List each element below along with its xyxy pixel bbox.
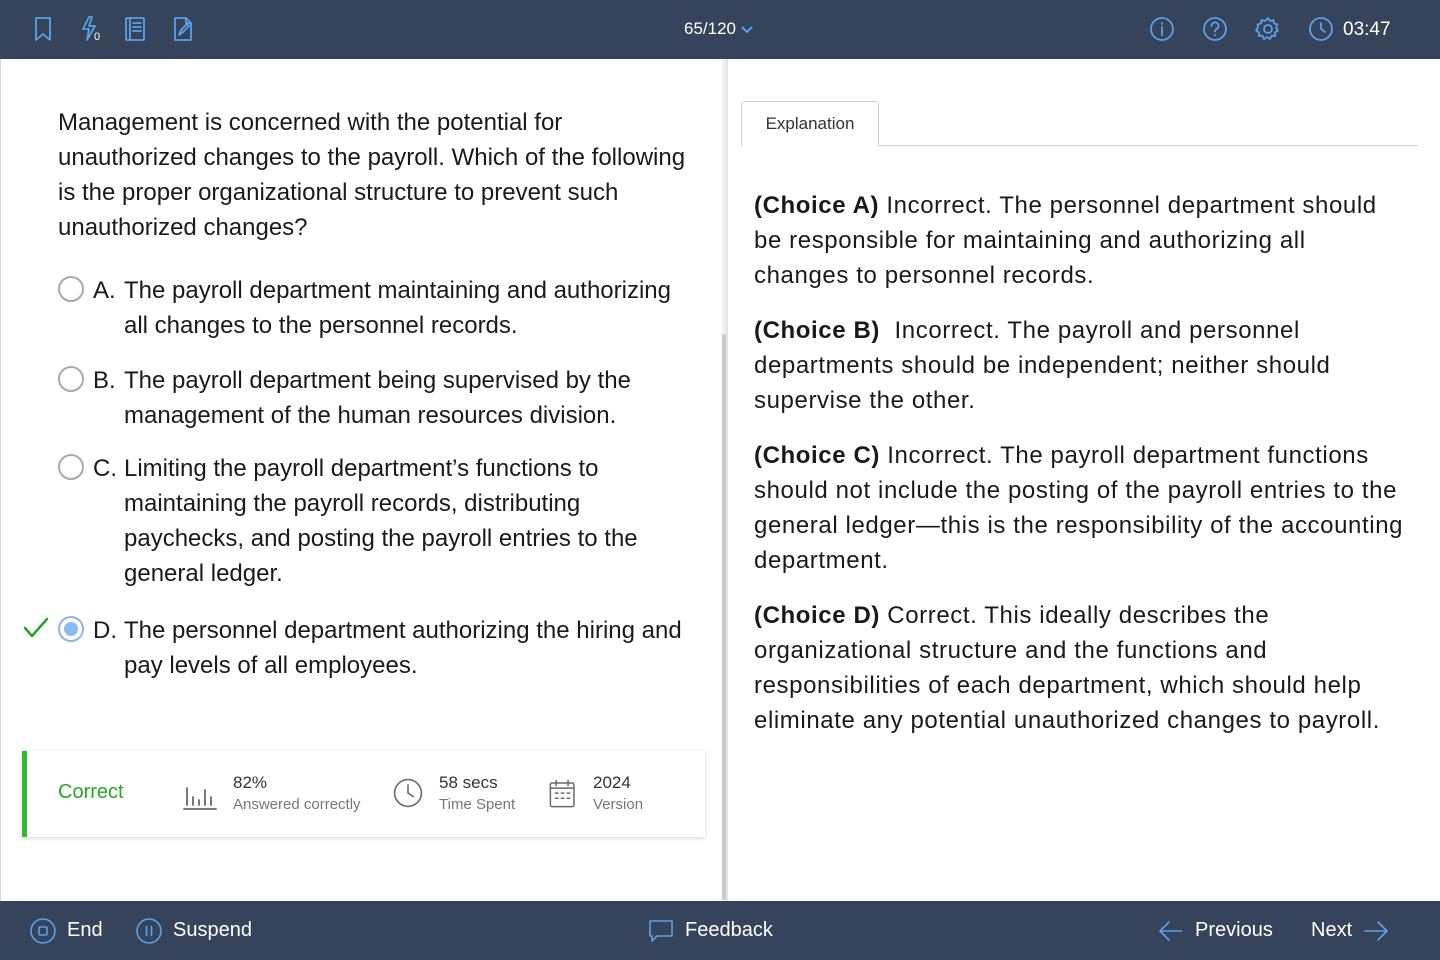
choice-a[interactable] [58,273,698,343]
notes-icon[interactable] [167,13,199,45]
explanation-choice-b [754,313,1404,418]
notebook-icon[interactable] [119,13,151,45]
choice-d[interactable] [58,613,698,683]
percent-stat [181,773,361,817]
explanation-choice-a [754,188,1404,293]
time-stat [391,773,515,817]
choice-text: The payroll department maintaining and authorizing all changes to the personnel records. [124,277,671,339]
radio-button[interactable] [58,454,84,480]
radio-button[interactable] [58,366,84,392]
clock-icon [1305,13,1337,45]
correct-check-icon [22,616,50,640]
calendar-icon [547,776,579,812]
clock-icon [391,776,425,810]
previous-button[interactable] [1157,901,1273,960]
explanation-content [754,188,1404,758]
flashcard-icon[interactable] [74,13,106,45]
explanation-text: Correct. This ideally describes the organizational structure and the functions and responsibilities of each department, which should help eliminate any potential unauthorized changes to payroll. [754,602,1380,734]
question-counter-label: 65/120 [684,19,736,38]
previous-label: Previous [1195,919,1273,941]
stop-icon [29,917,57,945]
explanation-label: (Choice D) [754,602,880,629]
choice-text: Limiting the payroll department’s functions to maintaining the payroll records, distributing paychecks, and posting the payroll entries to the general ledger. [124,455,638,587]
suspend-label: Suspend [173,919,252,941]
explanation-text: Incorrect. The payroll and personnel departments should be independent; neither should supervise the other. [754,317,1338,414]
choice-b[interactable] [58,363,698,433]
flashcard-count: 0 [94,31,101,43]
tab-explanation[interactable]: Explanation [741,101,879,146]
suspend-button[interactable] [135,901,252,960]
chevron-down-icon [740,22,754,36]
radio-button-selected[interactable] [58,616,84,642]
choice-letter: D. [93,617,117,644]
timer: 03:47 [1343,19,1391,40]
bottom-toolbar [0,901,1440,960]
explanation-choice-c [754,438,1404,578]
next-label: Next [1311,919,1353,941]
explanation-label: (Choice B) [754,317,880,344]
choice-letter: B. [93,367,116,394]
info-icon[interactable] [1146,13,1178,45]
version-value: 2024 [593,773,631,792]
panel-divider[interactable] [726,59,728,901]
end-label: End [67,919,103,941]
next-button[interactable] [1311,901,1390,960]
choice-letter: A. [93,277,116,304]
explanation-text: Incorrect. The payroll department functions should not include the posting of the payroll entries to the general ledger—this is the responsibility of the accounting department. [754,442,1404,574]
result-status: Correct [58,781,124,803]
explanation-choice-d [754,598,1404,738]
end-button[interactable] [29,901,103,960]
feedback-label: Feedback [685,919,773,941]
arrow-right-icon [1362,917,1390,945]
choice-text: The payroll department being supervised by the management of the human resources division. [124,367,631,429]
gear-icon[interactable] [1252,13,1284,45]
chat-bubble-icon [647,917,675,945]
radio-button[interactable] [58,276,84,302]
result-stats-card [22,751,705,837]
time-label: Time Spent [439,796,516,813]
choice-c[interactable] [58,451,698,591]
choice-text: The personnel department authorizing the hiring and pay levels of all employees. [124,617,682,679]
choice-letter: C. [93,455,117,482]
explanation-text: Incorrect. The personnel department should be responsible for maintaining and authorizing all changes to personnel records. [754,192,1377,289]
time-value: 58 secs [439,773,498,792]
version-label: Version [593,796,644,813]
pause-icon [135,917,163,945]
explanation-label: (Choice C) [754,442,880,469]
percent-value: 82% [233,773,268,792]
explanation-label: (Choice A) [754,192,880,219]
question-stem: Management is concerned with the potential for unauthorized changes to the payroll. Which of the following is the proper organizational structure to prevent such unauthorized changes? [58,109,686,241]
question-counter[interactable] [684,19,754,39]
arrow-left-icon [1157,917,1185,945]
bar-chart-icon [181,776,219,814]
bookmark-icon[interactable] [27,13,59,45]
version-stat [547,773,643,817]
feedback-button[interactable] [647,901,773,960]
top-toolbar [0,0,1440,59]
help-icon[interactable] [1199,13,1231,45]
percent-label: Answered correctly [233,796,361,813]
